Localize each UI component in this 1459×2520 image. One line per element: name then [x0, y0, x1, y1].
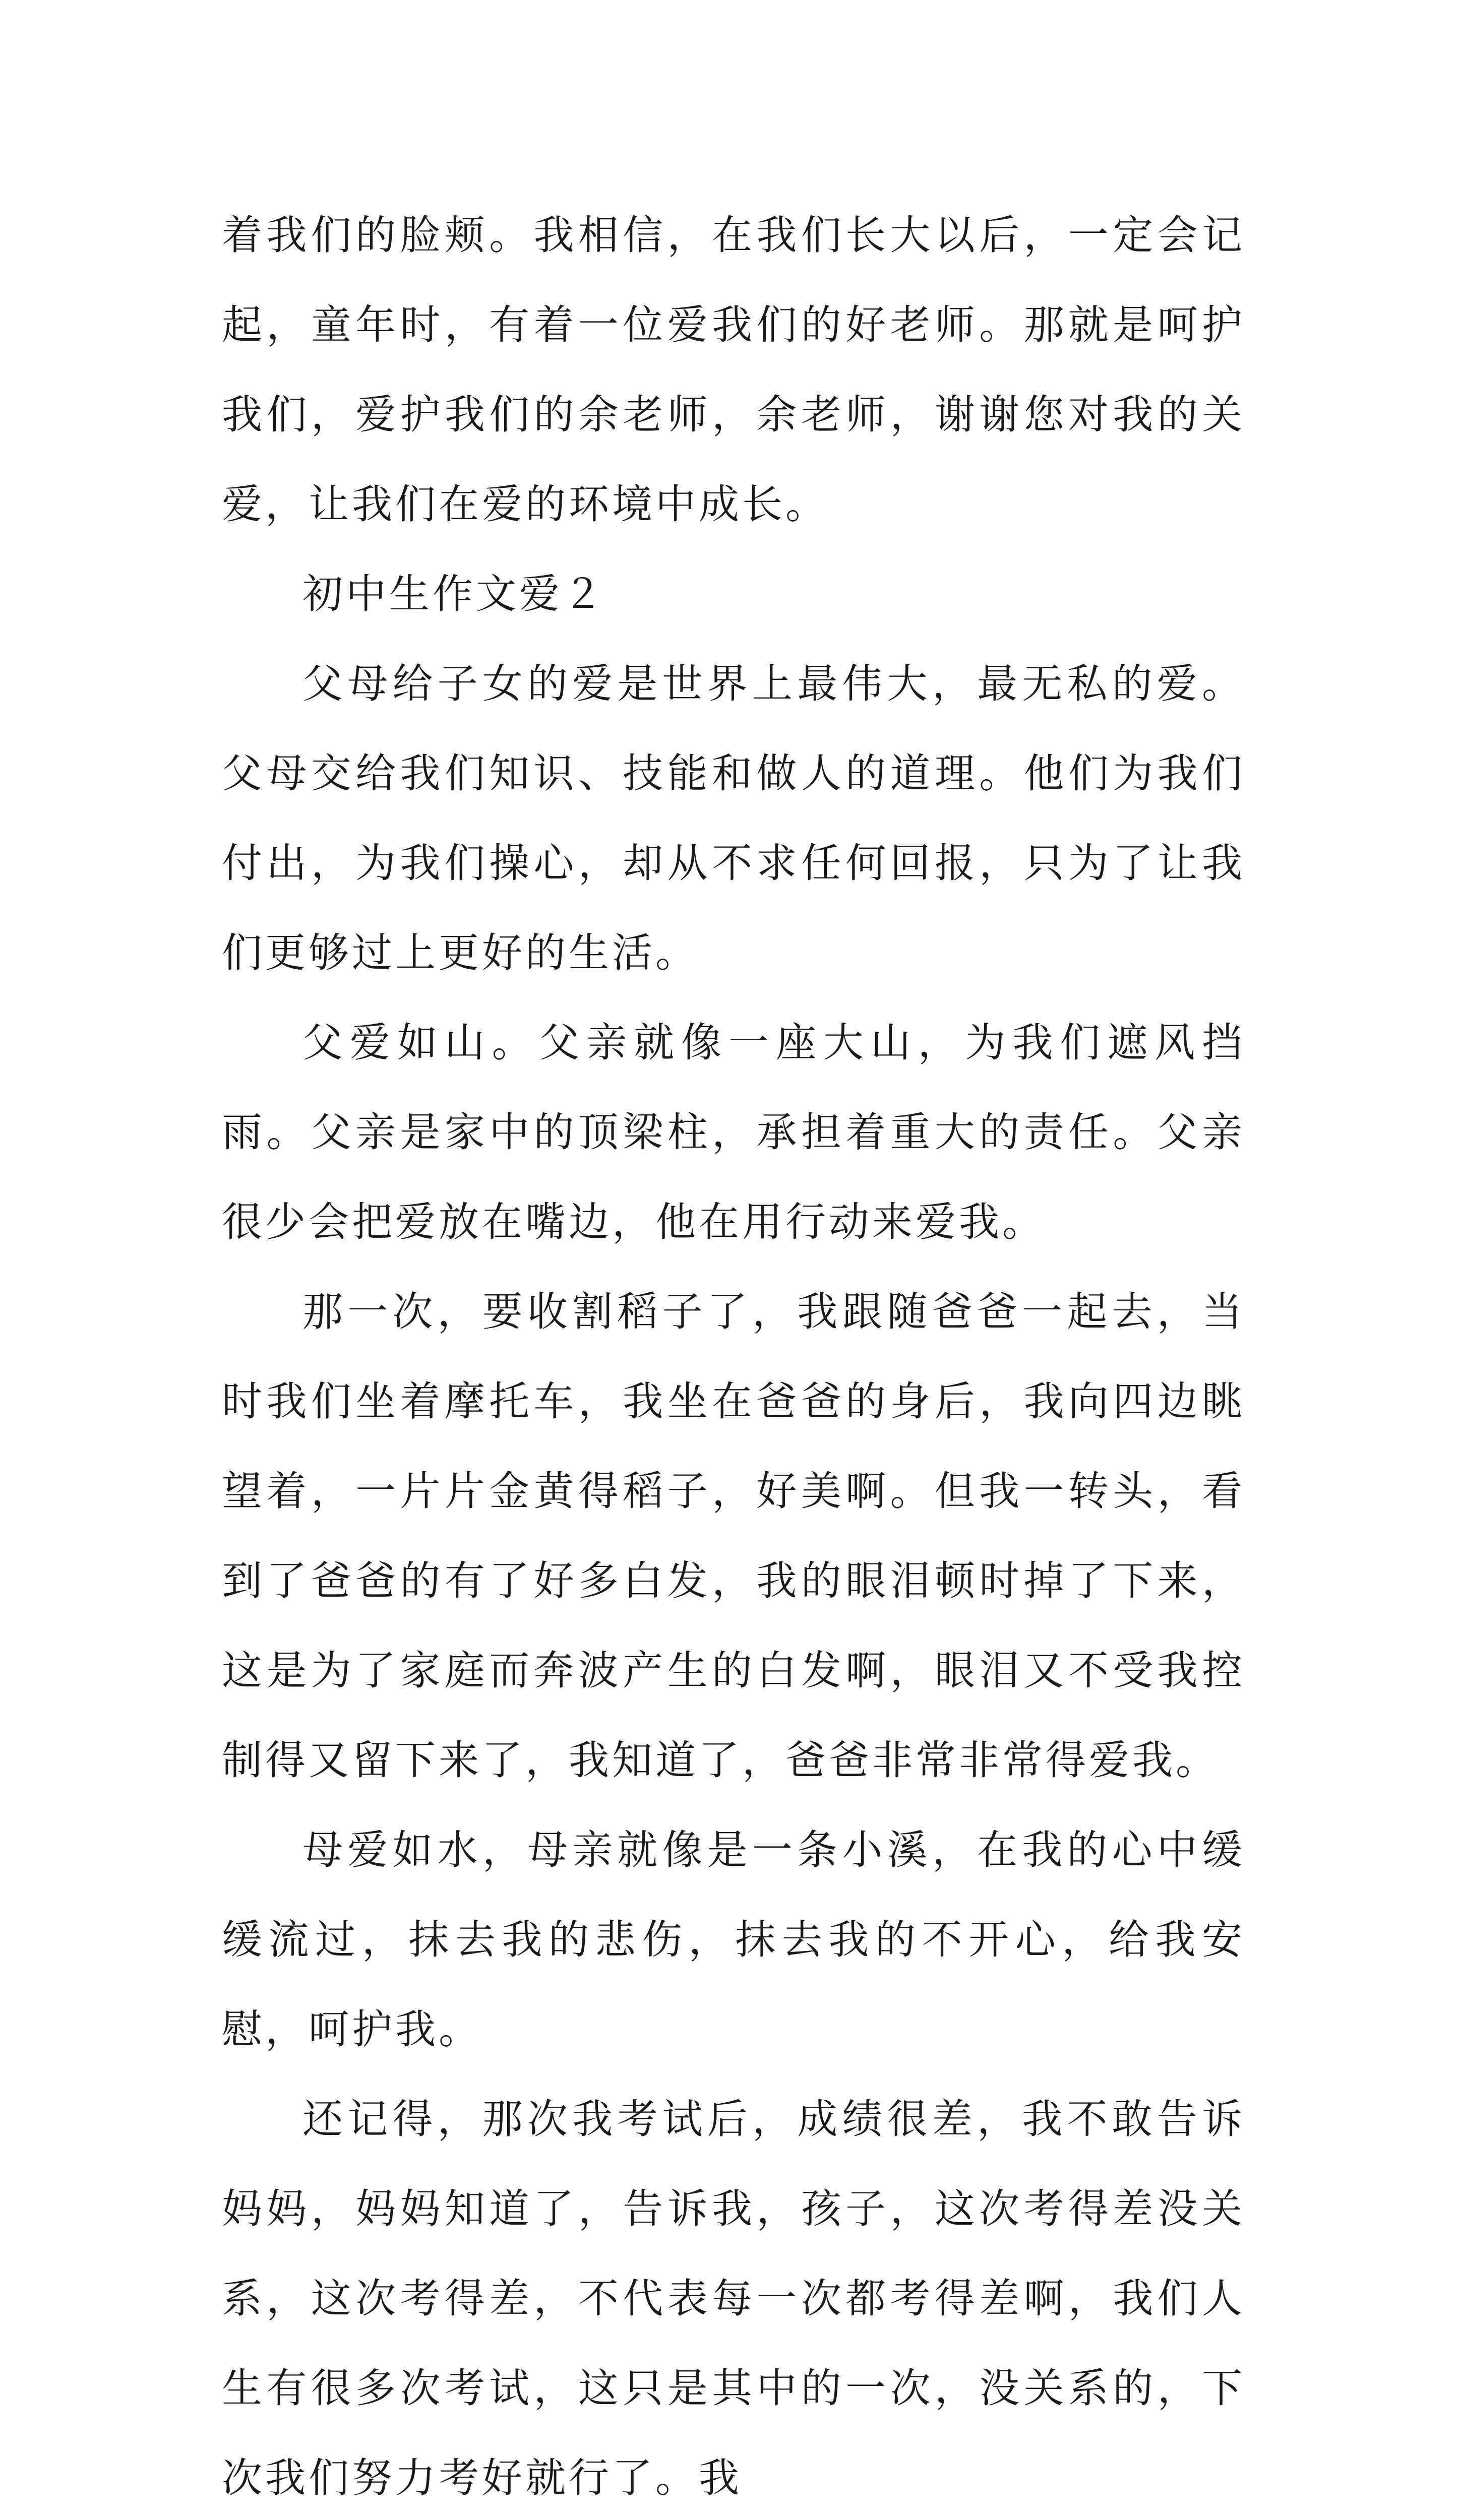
paragraph: 父母给子女的爱是世界上最伟大，最无私的爱。父母交给我们知识、技能和做人的道理。他们为我们付出，为我们操心，却从不求任何回报，只为了让我们更够过上更好的生活。	[222, 660, 1245, 976]
paragraph: 父爱如山。父亲就像一座大山，为我们遮风挡雨。父亲是家中的顶梁柱，承担着重大的责任。父亲很少会把爱放在嘴边，他在用行动来爱我。	[222, 1019, 1245, 1245]
paragraph: 还记得，那次我考试后，成绩很差，我不敢告诉妈妈，妈妈知道了，告诉我，孩子，这次考得差没关系，这次考得差，不代表每一次都考得差啊，我们人生有很多次考试，这只是其中的一次，没关系的，下次我们努力考好就行了。我	[222, 2096, 1245, 2501]
paragraph: 母爱如水，母亲就像是一条小溪，在我的心中缓缓流过，抹去我的悲伤，抹去我的不开心，给我安慰，呵护我。	[222, 1826, 1245, 2053]
paragraph: 那一次，要收割稻子了，我跟随爸爸一起去，当时我们坐着摩托车，我坐在爸爸的身后，我向四边眺望着，一片片金黄得稻子，好美啊。但我一转头，看到了爸爸的有了好多白发，我的眼泪顿时掉了下来，这是为了家庭而奔波产生的白发啊，眼泪又不受我控制得又留下来了，我知道了，爸爸非常非常得爱我。	[222, 1288, 1245, 1784]
paragraph-continuation: 着我们的脸颊。我相信，在我们长大以后，一定会记起，童年时，有着一位爱我们的好老师。那就是呵护我们，爱护我们的余老师，余老师，谢谢您对我的关爱，让我们在爱的环境中成长。	[222, 212, 1245, 528]
document-body	[222, 191, 1245, 2520]
section-heading: 初中生作文爱２	[302, 571, 606, 617]
